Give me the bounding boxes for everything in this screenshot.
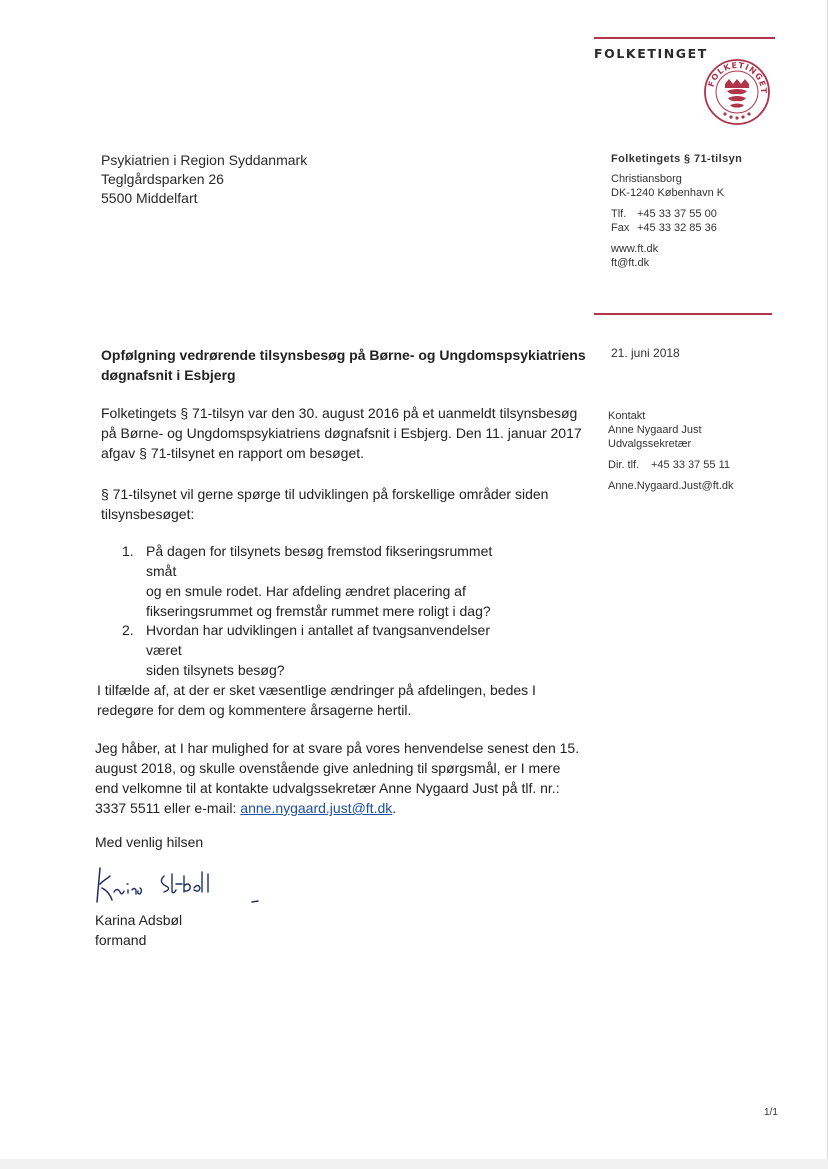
brand-name: FOLKETINGET [594,46,708,61]
page-number: 1/1 [764,1107,778,1118]
list-item-1-line-3: fikseringsrummet og fremstår rummet mere roligt i dag? [146,603,491,619]
paragraph-1-line-2: på Børne- og Ungdomspsykiatriens døgnafsnit i Esbjerg. Den 11. januar 2017 [101,425,582,441]
paragraph-3 [97,680,591,720]
contact-info [608,409,798,493]
list-item [122,620,522,678]
sender-fax-row [611,221,791,235]
sender-fax: +45 33 32 85 36 [637,222,717,234]
contact-direct-phone: +45 33 37 55 11 [651,459,731,471]
list-item-1-line-1: På dagen for tilsynets besøg fremstod fikseringsrummet småt [146,543,493,579]
contact-label: Kontakt [608,410,646,422]
list-item [122,541,522,619]
sender-fax-label: Fax [611,222,630,234]
sender-title: Folketingets § 71-tilsyn [611,153,743,165]
paragraph-4-line-4-suffix: . [392,800,397,816]
signatory [95,910,182,950]
paragraph-2-line-2: tilsynsbesøget: [101,506,195,522]
contact-email-link[interactable]: anne.nygaard.just@ft.dk [240,800,393,816]
recipient-line-1: Psykiatrien i Region Syddanmark [101,152,308,168]
contact-role: Udvalgssekretær [608,438,692,450]
list-item-text [146,541,506,621]
paragraph-1-line-1: Folketingets § 71-tilsyn var den 30. august 2016 på et uanmeldt tilsynsbesøg [101,405,578,421]
recipient-address [101,151,307,208]
paragraph-3-line-2: redegøre for dem og kommentere årsagerne hertil. [97,702,412,718]
paragraph-4 [95,738,591,818]
sender-address-1: Christiansborg [611,173,682,185]
paragraph-4-line-2: august 2018, og skulle ovenstående give anledning til spørgsmål, er I mere [95,760,561,776]
recipient-line-2: Teglgårdsparken 26 [101,171,224,187]
contact-name: Anne Nygaard Just [608,424,702,436]
signatory-title: formand [95,932,147,948]
paragraph-3-line-1: I tilfælde af, at der er sket væsentlige ændringer på afdelingen, bedes I [97,682,536,698]
signatory-name: Karina Adsbøl [95,912,183,928]
sender-info [611,153,791,270]
paragraph-2 [101,484,591,524]
sender-phone-row [611,207,791,221]
paragraph-2-line-1: § 71-tilsynet vil gerne spørge til udviklingen på forskellige områder siden [101,486,549,502]
footer-band [0,1159,828,1169]
letter-date: 21. juni 2018 [611,346,680,360]
paragraph-4-line-3: end velkomne til at kontakte udvalgssekretær Anne Nygaard Just på tlf. nr.: [95,780,560,796]
list-item-1-line-2: og en smule rodet. Har afdeling ændret placering af [146,583,466,599]
list-item-text [146,620,506,680]
paragraph-4-line-4 [95,798,591,818]
list-item-2-line-2: siden tilsynets besøg? [146,662,285,678]
list-item-number: 2. [122,622,134,638]
sender-phone: +45 33 37 55 00 [637,208,717,220]
paragraph-1-line-3: afgav § 71-tilsynet en rapport om besøget. [101,445,365,461]
closing-greeting: Med venlig hilsen [95,834,204,850]
subject-line-1: Opfølgning vedrørende tilsynsbesøg på Børne- og Ungdomspsykiatriens [101,347,586,363]
sender-email: ft@ft.dk [611,257,650,269]
paragraph-4-line-4-prefix: 3337 5511 eller e-mail: [95,800,241,816]
list-item-number: 1. [122,543,134,559]
sidebar-divider-rule [594,313,772,315]
contact-direct-label: Dir. tlf. [608,459,640,471]
svg-text:FOLKETINGET: FOLKETINGET [706,60,769,95]
header-top-rule [594,37,775,39]
signature [92,862,272,908]
paragraph-4-line-1: Jeg håber, at I har mulighed for at svare på vores henvendelse senest den 15. [95,740,580,756]
recipient-line-3: 5500 Middelfart [101,190,198,206]
sender-address-2: DK-1240 København K [611,187,725,199]
folketinget-seal-icon [703,58,771,126]
sender-phone-label: Tlf. [611,208,627,220]
contact-direct-row [608,458,798,472]
letter-subject [101,345,591,385]
contact-email: Anne.Nygaard.Just@ft.dk [608,480,734,492]
list-item-2-line-1: Hvordan har udviklingen i antallet af tvangsanvendelser været [146,622,490,658]
subject-line-2: døgnafsnit i Esbjerg [101,367,236,383]
paragraph-1 [101,403,591,463]
sender-web: www.ft.dk [611,243,659,255]
handwritten-signature-icon [92,862,272,908]
